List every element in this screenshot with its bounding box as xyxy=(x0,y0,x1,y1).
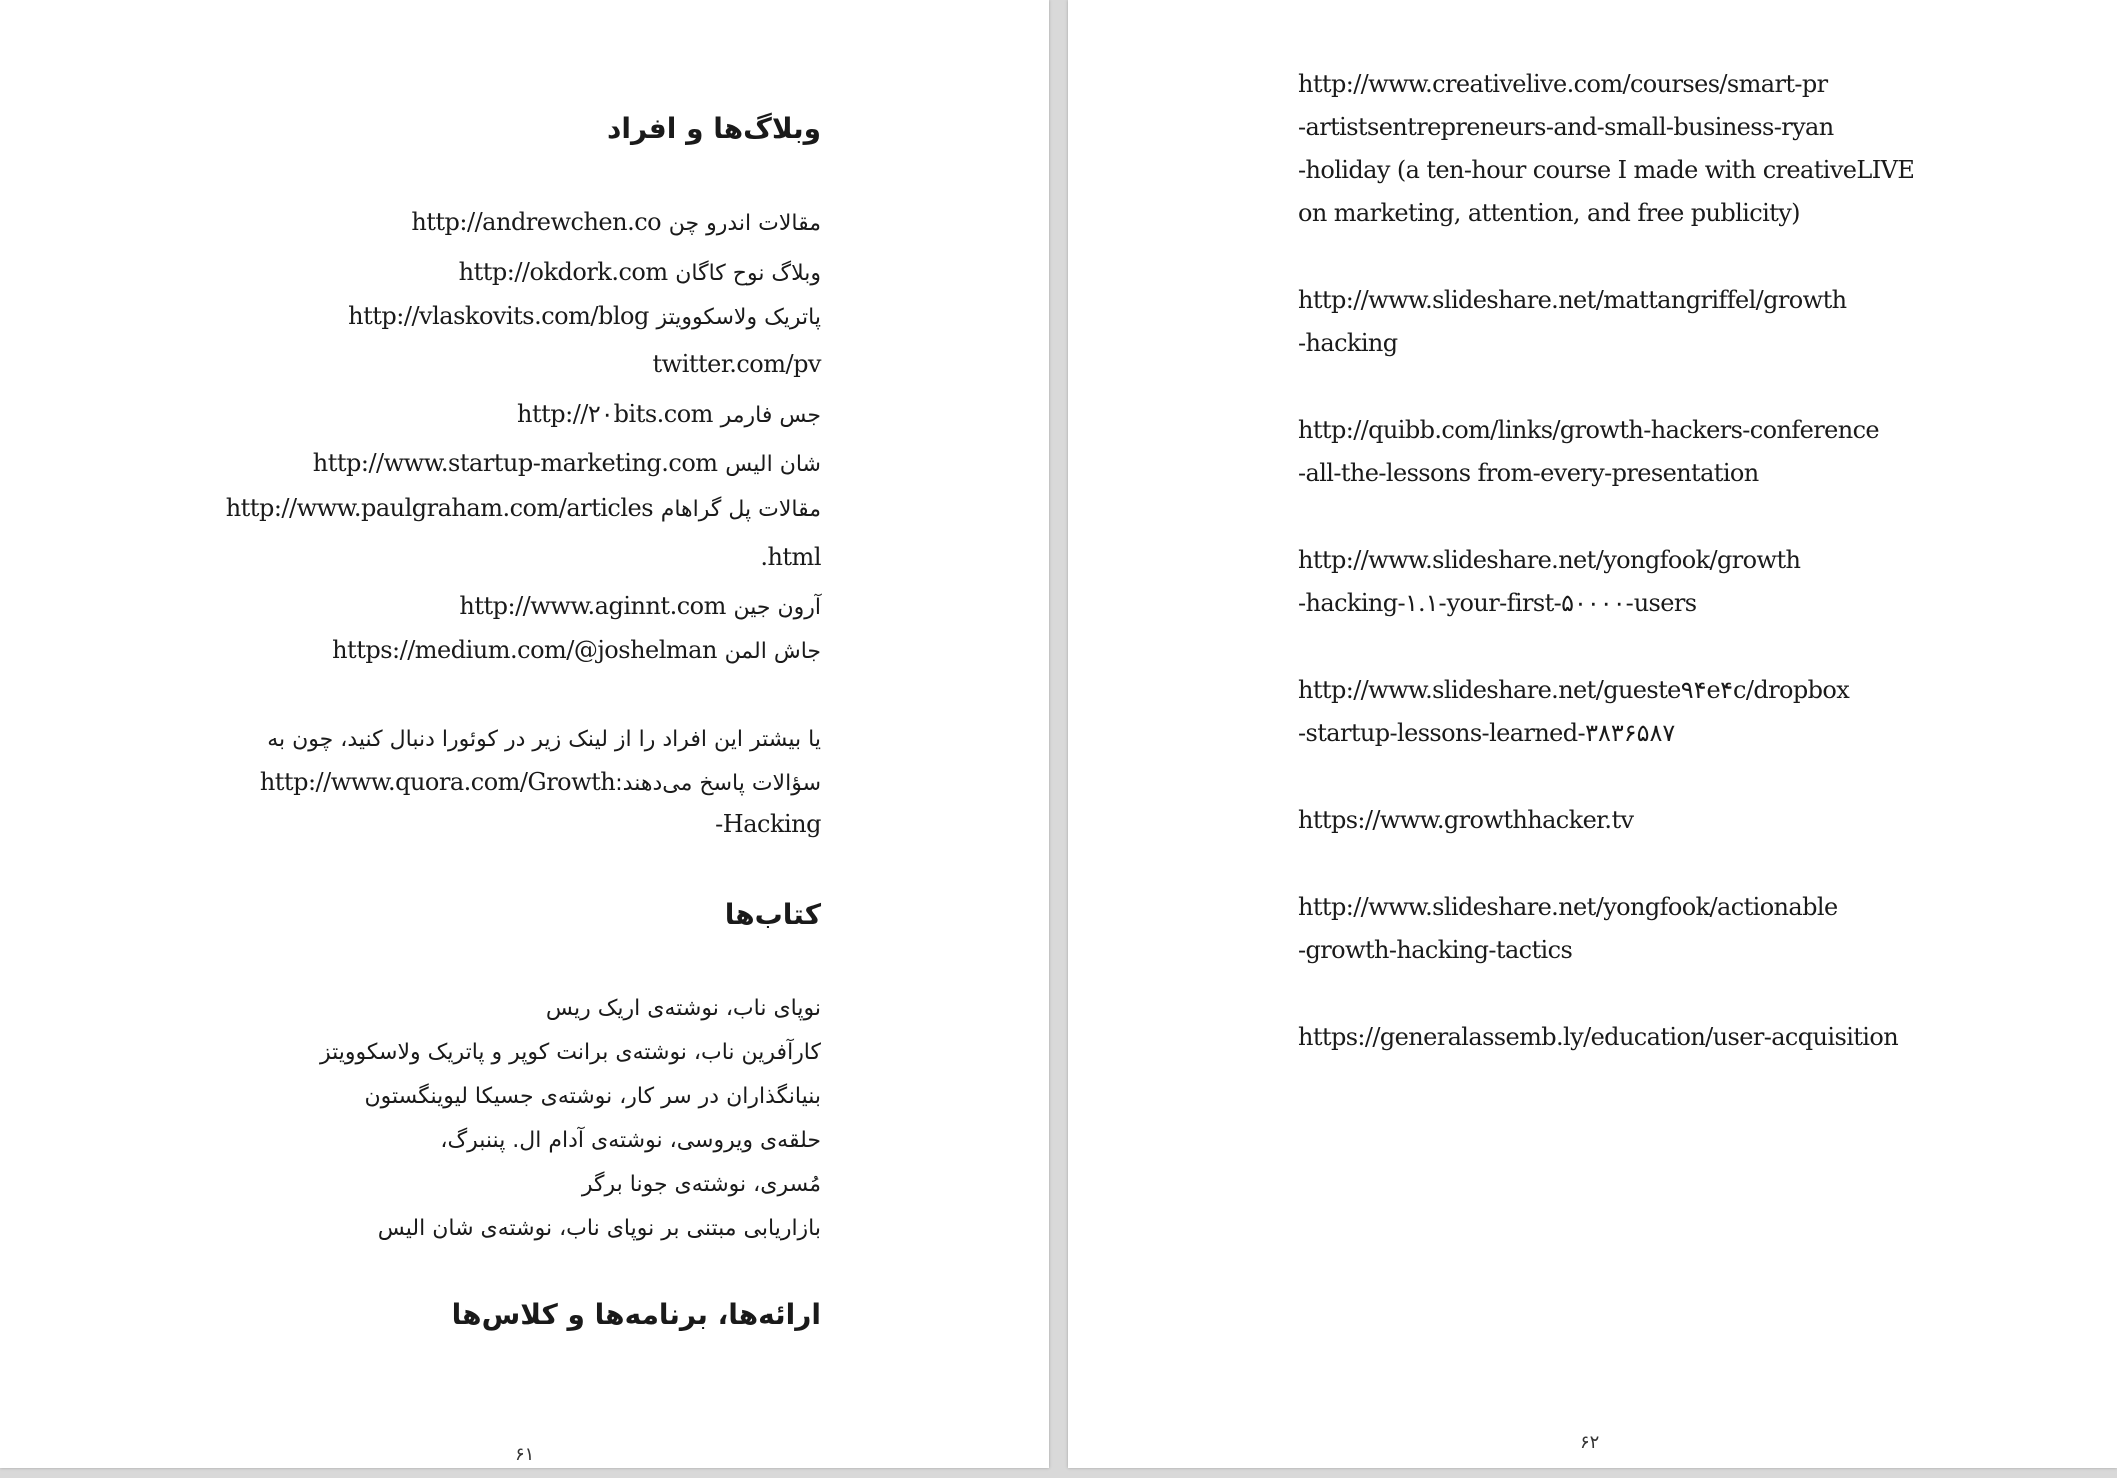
book-title: بنیانگذاران در سر کار، نوشته‌ی جسیکا لیوینگستون xyxy=(364,1084,821,1109)
right-page xyxy=(1068,0,2117,1468)
list-item xyxy=(582,1169,821,1197)
list-item xyxy=(320,1037,821,1065)
book-title: نوپای ناب، نوشته‌ی اریک ریس xyxy=(545,996,821,1021)
list-item xyxy=(332,636,821,664)
page-number: ۶۲ xyxy=(1580,1432,1600,1453)
link-line[interactable]: -holiday (a ten-hour course I made with creativeLIVE xyxy=(1298,156,1915,184)
section-heading-presentations: ارائه‌ها، برنامه‌ها و کلاس‌ها xyxy=(451,1298,821,1331)
link-line[interactable]: http://www.slideshare.net/yongfook/actionable xyxy=(1298,893,1838,921)
list-item xyxy=(411,208,821,236)
person-label: آرون جین xyxy=(733,595,821,620)
person-label: پاتریک ولاسکوویتز xyxy=(656,305,821,330)
book-title: بازاریابی مبتنی بر نوپای ناب، نوشته‌ی شان الیس xyxy=(377,1216,821,1241)
person-label: جاش المن xyxy=(724,639,821,664)
link[interactable]: -Hacking xyxy=(715,810,821,838)
link[interactable]: http://andrewchen.co xyxy=(411,208,662,236)
link-line: on marketing, attention, and free publicity) xyxy=(1298,199,1800,227)
link-line[interactable]: -growth-hacking-tactics xyxy=(1298,936,1573,964)
book-title: کارآفرین ناب، نوشته‌ی برانت کوپر و پاتریک ولاسکوویتز xyxy=(320,1040,821,1065)
book-title: مُسری، نوشته‌ی جونا برگر xyxy=(581,1172,821,1197)
link[interactable]: http://۲۰bits.com xyxy=(517,400,713,428)
link[interactable]: https://medium.com/@joshelman xyxy=(332,636,717,664)
list-item xyxy=(313,449,821,477)
link-line[interactable]: https://generalassemb.ly/education/user-acquisition xyxy=(1298,1023,1899,1051)
link-line[interactable]: http://www.creativelive.com/courses/smart-pr xyxy=(1298,70,1828,98)
left-page xyxy=(0,0,1049,1468)
paragraph-text: سؤالات پاسخ می‌دهند: xyxy=(615,771,821,796)
link-line[interactable]: http://www.slideshare.net/mattangriffel/growth xyxy=(1298,286,1847,314)
link[interactable]: http://okdork.com xyxy=(458,258,668,286)
link-line[interactable]: http://www.slideshare.net/yongfook/growth xyxy=(1298,546,1801,574)
link[interactable]: http://www.paulgraham.com/articles xyxy=(225,494,654,522)
paragraph-text: یا بیشتر این افراد را از لینک زیر در کوئورا دنبال کنید، چون به xyxy=(267,727,821,752)
link-line[interactable]: -artistsentrepreneurs-and-small-business-ryan xyxy=(1298,113,1834,141)
list-item xyxy=(459,258,821,286)
book-title: حلقه‌ی ویروسی، نوشته‌ی آدام ال. پننبرگ، xyxy=(440,1128,821,1153)
list-item xyxy=(546,993,821,1021)
list-item xyxy=(440,1125,821,1153)
section-heading-blogs: وبلاگ‌ها و افراد xyxy=(607,112,821,145)
person-label: مقالات اندرو چن xyxy=(668,211,821,236)
link-line[interactable]: -all-the-lessons from-every-presentation xyxy=(1298,459,1759,487)
list-item xyxy=(365,1081,821,1109)
link[interactable]: http://www.aginnt.com xyxy=(459,592,726,620)
link-line[interactable]: -startup-lessons-learned-۳۸۳۶۵۸۷ xyxy=(1298,719,1676,747)
link[interactable]: http://www.quora.com/Growth xyxy=(259,768,616,796)
link-line[interactable]: https://www.growthhacker.tv xyxy=(1298,806,1634,834)
paragraph-line xyxy=(715,810,821,838)
link[interactable]: http://www.startup-marketing.com xyxy=(312,449,718,477)
paragraph-line xyxy=(267,724,821,752)
list-item xyxy=(459,592,821,620)
link-line[interactable]: -hacking-۱.۱-your-first-۵۰۰۰۰-users xyxy=(1298,589,1697,617)
paragraph-line xyxy=(260,768,821,796)
person-label: شان الیس xyxy=(725,452,821,477)
person-label: وبلاگ نوح کاگان xyxy=(675,261,821,286)
link-line[interactable]: http://www.slideshare.net/gueste۹۴e۴c/dropbox xyxy=(1298,676,1850,704)
person-label: جس فارمر xyxy=(720,403,821,428)
link[interactable]: .html xyxy=(760,543,821,571)
list-item xyxy=(226,494,821,522)
link-line[interactable]: http://quibb.com/links/growth-hackers-conference xyxy=(1298,416,1880,444)
list-item xyxy=(653,350,821,378)
link[interactable]: twitter.com/pv xyxy=(652,350,821,378)
list-item xyxy=(348,302,821,330)
link[interactable]: http://vlaskovits.com/blog xyxy=(348,302,649,330)
list-item xyxy=(517,400,821,428)
section-heading-books: کتاب‌ها xyxy=(724,898,821,931)
link-line[interactable]: -hacking xyxy=(1298,329,1398,357)
list-item xyxy=(378,1213,821,1241)
page-number: ۶۱ xyxy=(515,1444,535,1465)
person-label: مقالات پل گراهام xyxy=(660,497,821,522)
list-item xyxy=(760,543,821,571)
